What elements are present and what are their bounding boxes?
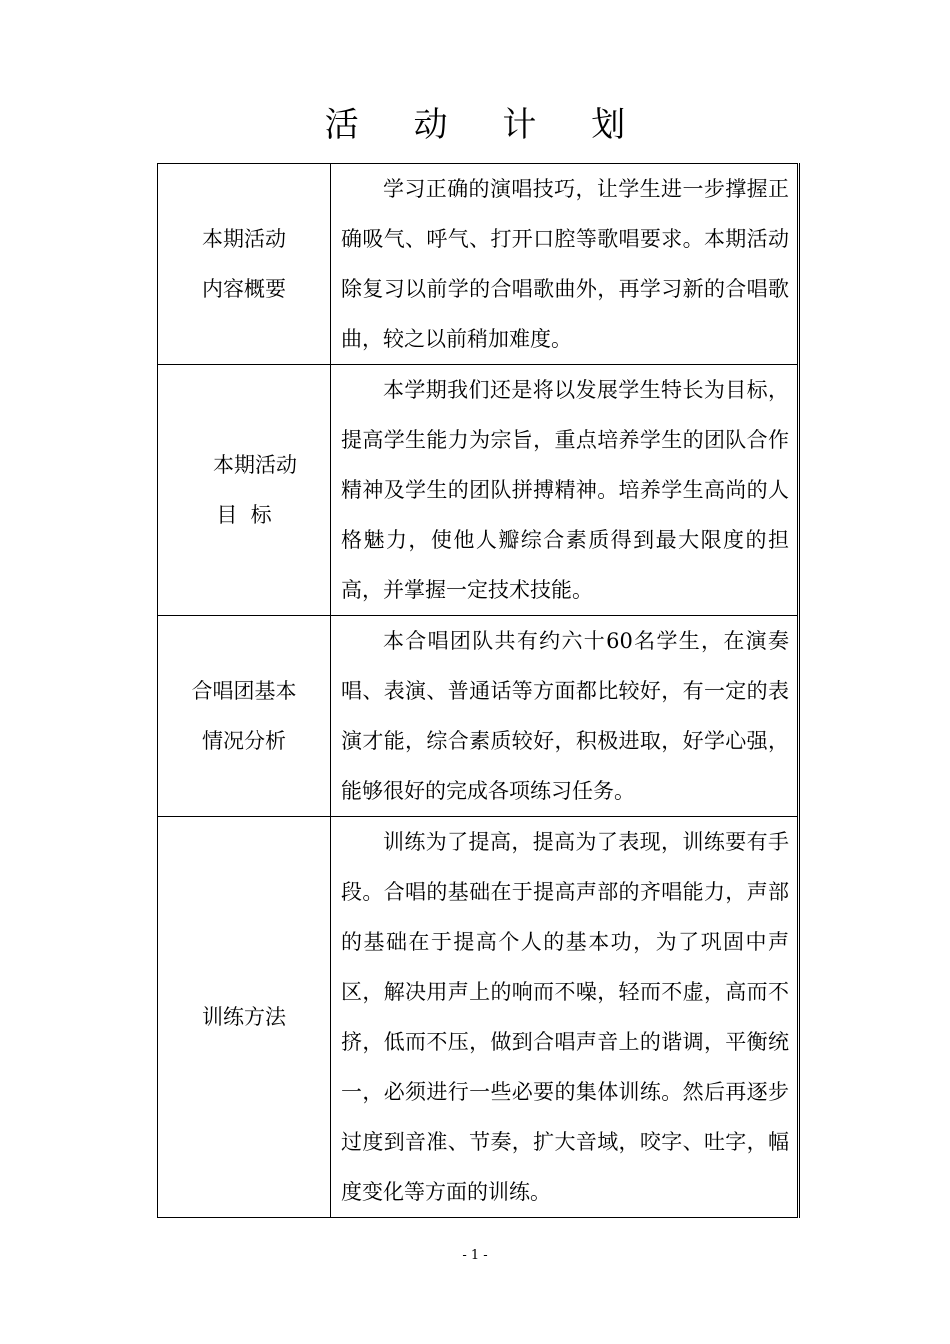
row-label-cell xyxy=(158,164,331,365)
row-label-cell xyxy=(158,817,331,1218)
table-row xyxy=(158,616,799,817)
row-label-line1: 合唱团基本 xyxy=(191,679,297,703)
page-number: - 1 - xyxy=(462,1248,488,1263)
row-label-line1: 本期活动 xyxy=(202,227,286,251)
row-content-text: 训练为了提高，提高为了表现，训练要有手段。合唱的基础在于提高声部的齐唱能力，声部的基础在于提高个人的基本功，为了巩固中声区，解决用声上的响而不噪，轻而不虚，高而不挤，低而不压，做到合唱声音上的谐调，平衡统一，必须进行一些必要的集体训练。然后再逐步过度到音准、节奏，扩大音域，咬字、吐字，幅度变化等方面的训练。 xyxy=(341,830,789,1204)
table-row xyxy=(158,365,799,616)
row-label-line1: 本期活动 xyxy=(213,453,297,477)
row-label-line1: 训练方法 xyxy=(202,1005,286,1029)
row-content-cell xyxy=(331,817,799,1218)
row-label-line2: 目 标 xyxy=(216,503,272,527)
row-content-text: 本学期我们还是将以发展学生特长为目标，提高学生能力为宗旨，重点培养学生的团队合作精神及学生的团队拼搏精神。培养学生高尚的人格魅力，使他人瓣综合素质得到最大限度的担高，并掌握一定技术技能。 xyxy=(341,378,789,602)
row-label-cell xyxy=(158,365,331,616)
row-content-cell xyxy=(331,616,799,817)
row-content-text: 学习正确的演唱技巧，让学生进一步撑握正确吸气、呼气、打开口腔等歌唱要求。本期活动除复习以前学的合唱歌曲外，再学习新的合唱歌曲，较之以前稍加难度。 xyxy=(341,177,789,351)
row-label-line2: 情况分析 xyxy=(202,729,286,753)
table-row xyxy=(158,164,799,365)
row-content-cell xyxy=(331,365,799,616)
page-title: 活 动 计 划 xyxy=(324,105,648,145)
activity-plan-table xyxy=(157,163,800,1218)
row-label-line2: 内容概要 xyxy=(202,277,286,301)
row-label-cell xyxy=(158,616,331,817)
row-content-cell xyxy=(331,164,799,365)
table-row xyxy=(158,817,799,1218)
row-content-text: 本合唱团队共有约六十60名学生，在演奏唱、表演、普通话等方面都比较好，有一定的表演才能，综合素质较好，积极进取，好学心强，能够很好的完成各项练习任务。 xyxy=(341,629,789,803)
